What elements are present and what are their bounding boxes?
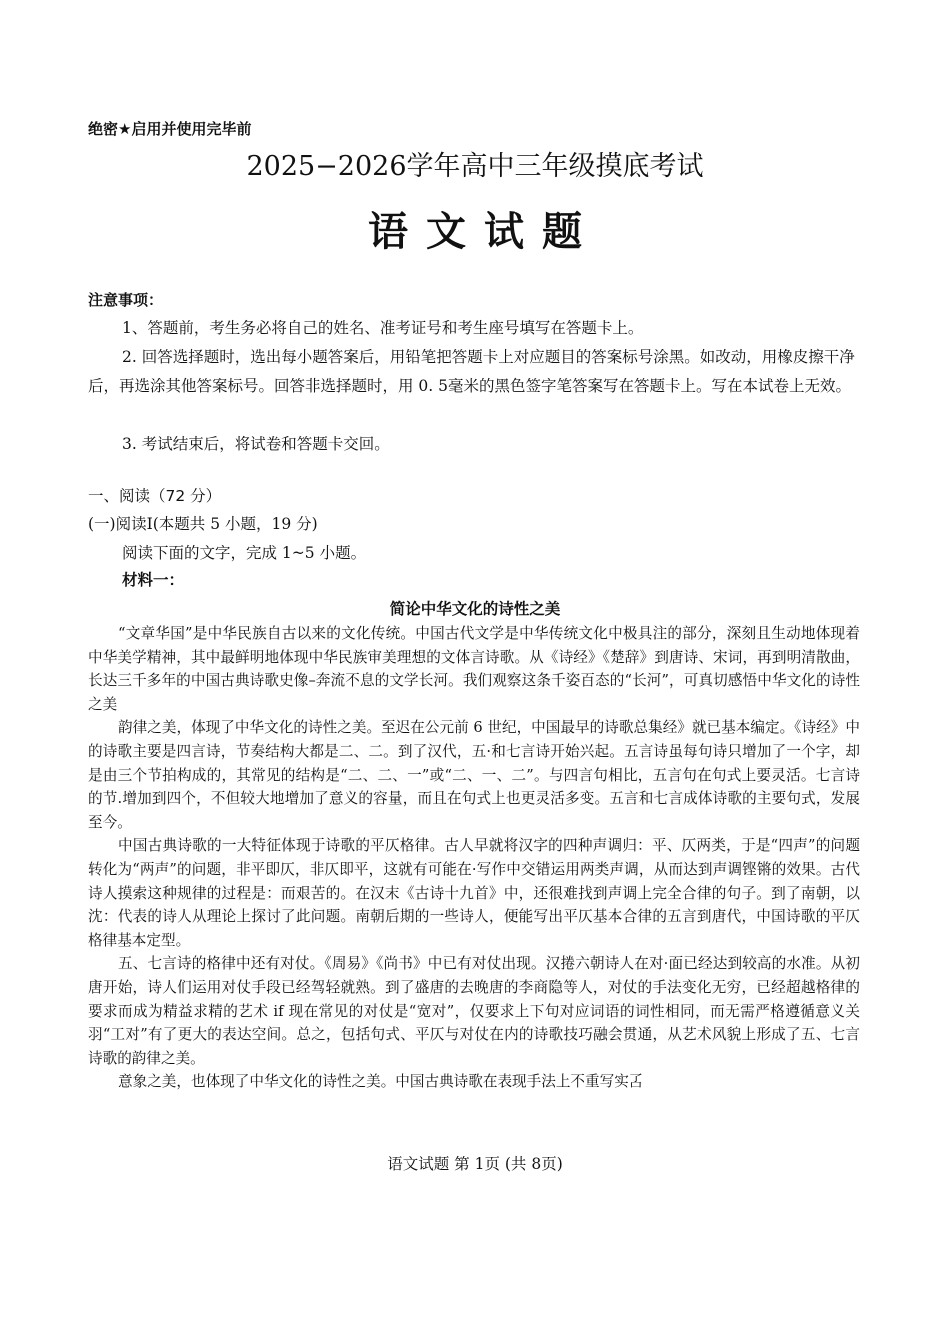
article-paragraph: “文章华国”是中华民族自古以来的文化传统。中国古代文学是中华传统文化中极具注的部分，深刻且生动地体现着中华美学精神，其中最鲜明地体现中华民族审美理想的文体言诗歌。从《诗经》《楚辞》到唐诗、宋词，再到明清散曲，长达三千多年的中国古典诗歌史像–奔流不息的文学长河。我们观察这条千姿百态的“长河”，可真切感悟中华文化的诗性之美 [88, 625, 860, 713]
notice-item-3: 3. 考试结束后，将试卷和答题卡交回。 [122, 435, 390, 453]
notice-item-1: 1、答题前，考生务必将自己的姓名、准考证号和考生座号填写在答题卡上。 [122, 319, 644, 337]
article-body [88, 622, 860, 1094]
article-paragraph: 中国古典诗歌的一大特征体现于诗歌的平仄格律。古人早就将汉字的四种声调归：平、仄两类，于是“四声”的问题转化为“两声”的问题，非平即仄，非仄即平，这就有可能在·写作中交错运用两类声调，从而达到声调铿锵的效果。古代诗人摸索这种规律的过程是：而艰苦的。在汉末《古诗十九首》中，还很难找到声调上完全合律的句子。到了南朝，以沈：代表的诗人从理论上探讨了此问题。南朝后期的一些诗人，便能写出平仄基本合律的五言到唐代，中国诗歌的平仄格律基本定型。 [88, 837, 860, 949]
page-footer: 语文试题 第 1页 (共 8页) [387, 1155, 563, 1173]
confidential-label: 绝密★启用并使用完毕前 [88, 120, 252, 138]
material-label: 材料一： [122, 571, 185, 589]
subject-title: 语文试题 [368, 209, 600, 255]
reading-heading: (一)阅读Ⅰ(本题共 5 小题，19 分) [88, 515, 318, 533]
article-paragraph: 韵律之美，体现了中华文化的诗性之美。至迟在公元前 6 世纪，中国最早的诗歌总集经》就已基本编定。《诗经》中的诗歌主要是四言诗，节奏结构大都是二、二。到了汉代，五·和七言诗开始兴起。五言诗虽每句诗只增加了一个字，却是由三个节拍构成的，其常见的结构是“二、二、一”或“二、一、二”。与四言句相比，五言句在句式上要灵活。七言诗的节.增加到四个，不但较大地增加了意义的容量，而且在句式上也更灵活多变。五言和七言成体诗歌的主要句式，发展至今。 [88, 719, 860, 831]
article-paragraph: 五、七言诗的格律中还有对仗。《周易》《尚书》中已有对仗出现。汉捲六朝诗人在对·面已经达到较高的水准。从初唐开始，诗人们运用对仗手段已经驾轻就熟。到了盛唐的去晚唐的李商隐等人，对仗的手法变化无穷，已经超越格律的要求而成为精益求精的艺术 if 现在常见的对仗是“宽对”，仅要求上下句对应词语的词性相同，而无需严格遵循意义关羽“工对”有了更大的表达空间。总之，包括句式、平仄与对仗在内的诗歌技巧融会贯通，从艺术风貌上形成了五、七言诗歌的韵律之美。 [88, 955, 860, 1067]
notice-item-2: 2. 回答选择题时，选出每小题答案后，用铅笔把答题卡上对应题目的答案标号涂黑。如改动，用橡皮擦干净后，再选涂其他答案标号。回答非选择题时，用 0. 5毫米的黑色签字笔答案写在答题卡上。写在本试卷上无效。 [88, 348, 855, 395]
notice-heading: 注意事项： [88, 291, 164, 309]
reading-instruction: 阅读下面的文字，完成 1~5 小题。 [122, 544, 367, 562]
exam-title: 2025−2026学年高中三年级摸底考试 [246, 151, 704, 182]
part-heading: 一、阅读（72 分） [88, 487, 222, 505]
article-title: 简论中华文化的诗性之美 [389, 600, 561, 618]
article-paragraph: 意象之美，也体现了中华文化的诗性之美。中国古典诗歌在表现手法上不重写实叾 [118, 1073, 644, 1091]
